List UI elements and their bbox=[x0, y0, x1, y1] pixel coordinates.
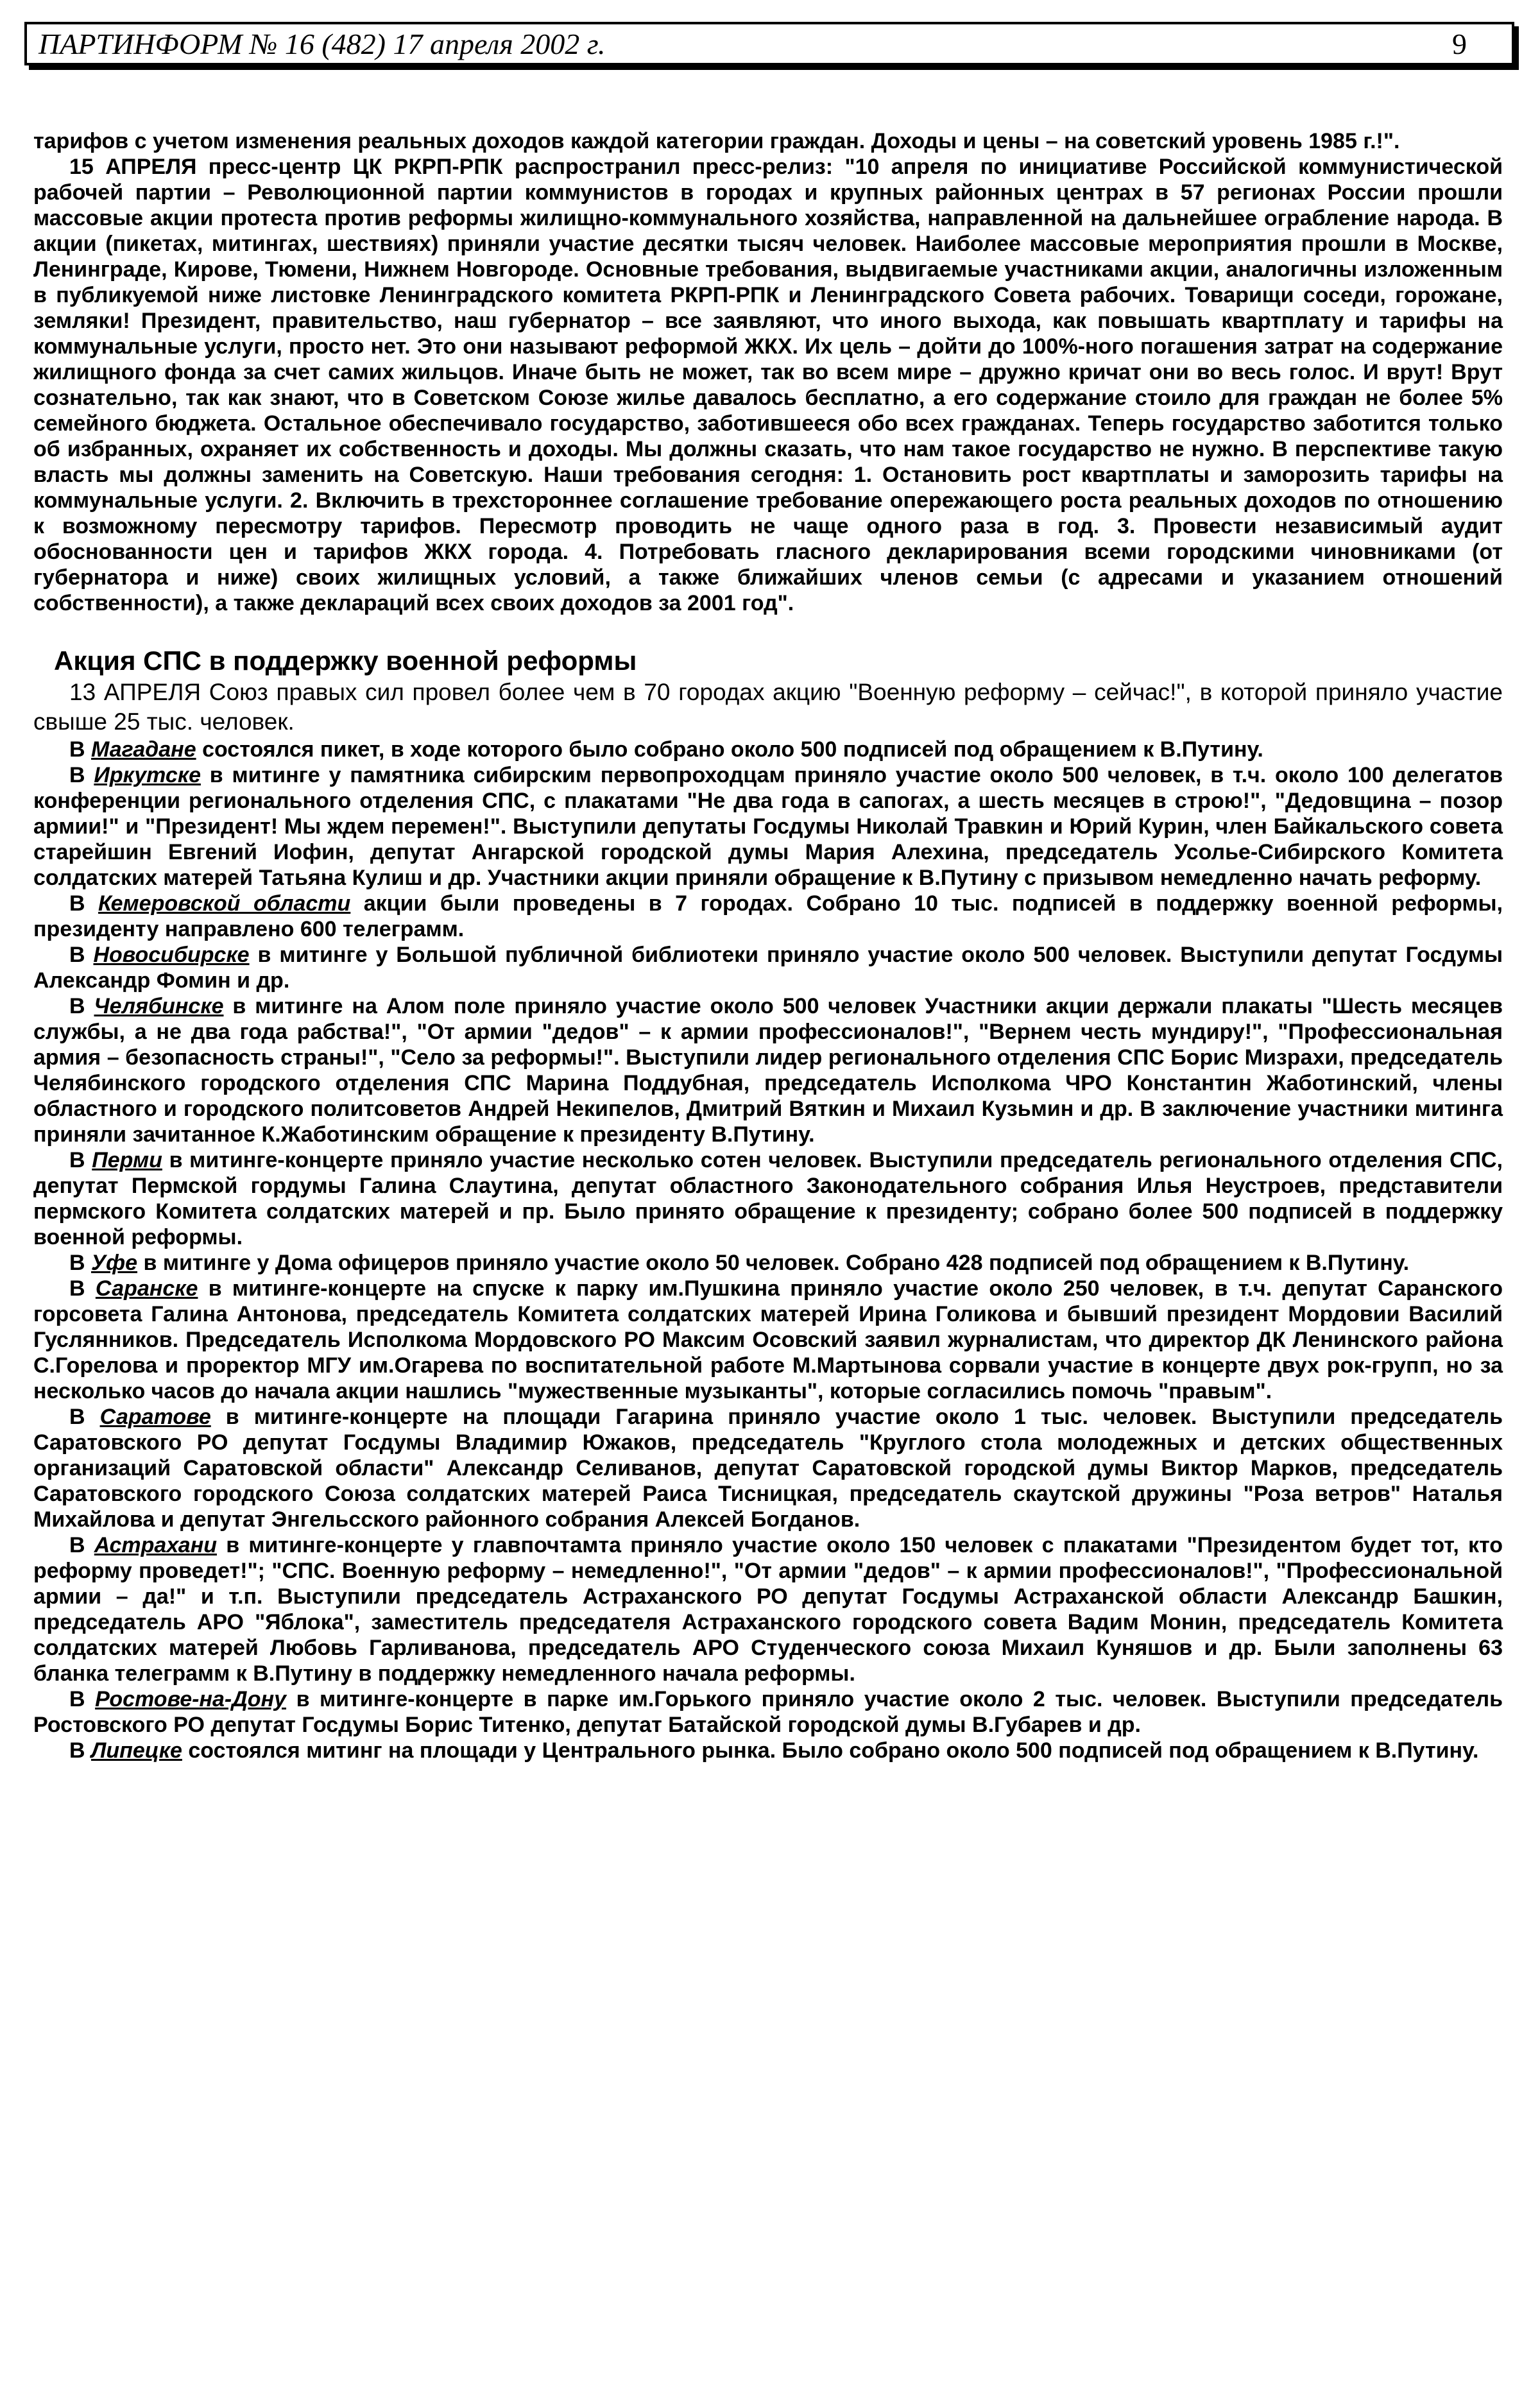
city-report bbox=[33, 762, 1503, 891]
city-report-text: состоялся митинг на площади у Центрального рынка. Было собрано около 500 подписей под обращением к В.Путину. bbox=[182, 1738, 1479, 1763]
city-name: Иркутске bbox=[94, 763, 201, 787]
rkrp-continuation: тарифов с учетом изменения реальных доходов каждой категории граждан. Доходы и цены – на советский уровень 1985 г.!". bbox=[33, 129, 1400, 153]
page-header bbox=[24, 22, 1514, 65]
city-report-text: в митинге у Дома офицеров приняло участие около 50 человек. Собрано 428 подписей под обращением к В.Путину. bbox=[137, 1251, 1410, 1275]
sps-city-reports bbox=[33, 737, 1503, 1763]
city-report-prefix: В bbox=[69, 891, 99, 916]
city-report-text: в митинге-концерте в парке им.Горького приняло участие около 2 тыс. человек. Выступили председатель Ростовского РО депутат Госдумы Борис Титенко, депутат Батайской городской думы В.Губарев и др. bbox=[33, 1687, 1503, 1737]
city-report bbox=[33, 737, 1503, 762]
city-report-prefix: В bbox=[69, 737, 91, 762]
city-report bbox=[33, 993, 1503, 1147]
city-report-prefix: В bbox=[69, 1405, 100, 1429]
rkrp-press-release: 15 АПРЕЛЯ пресс-центр ЦК РКРП-РПК распространил пресс-релиз: "10 апреля по инициативе Российской коммунистической рабочей партии – Революционной партии коммунистов в городах и крупных районных центрах в 57 регионах России прошли массовые акции протеста против реформы жилищно-коммунального хозяйства, направленной на дальнейшее ограбление народа. В акции (пикетах, митингах, шествиях) приняли участие десятки тысяч человек. Наиболее массовые мероприятия прошли в Москве, Ленинграде, Кирове, Тюмени, Нижнем Новгороде. Основные требования, выдвигаемые участниками акции, аналогичны изложенным в публикуемой ниже листовке Ленинградского комитета РКРП-РПК и Ленинградского Совета рабочих. Товарищи соседи, горожане, земляки! Президент, правительство, наш губернатор – все заявляют, что иного выхода, как повышать квартплату и тарифы на коммунальные услуги, просто нет. Это они называют реформой ЖКХ. Их цель – дойти до 100%-ного погашения затрат на содержание жилищного фонда за счет самих жильцов. Иначе быть не может, так во всем мире – дружно кричат они во весь голос. И врут! Врут сознательно, так как знают, что в Советском Союзе жилье давалось бесплатно, а его содержание стоило для граждан не более 5% семейного бюджета. Остальное обеспечивало государство, заботившееся обо всех гражданах. Теперь государство заботится только об избранных, охраняет их собственность и доходы. Мы должны сказать, что нам такое государство не нужно. В перспективе такую власть мы должны заменить на Советскую. Наши требования сегодня: 1. Остановить рост квартплаты и заморозить тарифы на коммунальные услуги. 2. Включить в трехстороннее соглашение требование опережающего роста реальных доходов по отношению к возможному пересмотру тарифов. Пересмотр проводить не чаще одного раза в год. 3. Провести независимый аудит обоснованности цен и тарифов ЖКХ города. 4. Потребовать гласного декларирования всеми городскими чиновниками (от губернатора и ниже) своих жилищных условий, а также ближайших членов семьи (с адресами и указанием отношений собственности), а также деклараций всех своих доходов за 2001 год". bbox=[33, 155, 1503, 615]
city-report-text: в митинге-концерте у главпочтамта приняло участие около 150 человек с плакатами "Президентом будет тот, кто реформу проведет!"; "СПС. Военную реформу – немедленно!", "От армии "дедов" – к армии профессионалов!", "Профессиональной армии – да!" и т.п. Выступили председатель Астраханского РО депутат Госдумы Астраханской области Александр Башкин, председатель АРО "Яблока", заместитель председателя Астраханского городского совета Вадим Монин, председатель Комитета солдатских матерей Любовь Гарливанова, председатель АРО Студенческого союза Михаил Куняшов и др. Были заполнены 63 бланка телеграмм к В.Путину в поддержку немедленного начала реформы. bbox=[33, 1533, 1503, 1686]
city-report bbox=[33, 942, 1503, 993]
city-report bbox=[33, 1404, 1503, 1532]
city-name: Челябинске bbox=[94, 994, 224, 1018]
city-report bbox=[33, 1738, 1503, 1763]
city-report-text: акции были проведены в 7 городах. Собрано 10 тыс. подписей в поддержку военной реформы, президенту направлено 600 телеграмм. bbox=[33, 891, 1503, 941]
city-report-prefix: В bbox=[69, 943, 94, 967]
city-report bbox=[33, 1276, 1503, 1404]
publication-title: ПАРТИНФОРМ № 16 (482) 17 апреля 2002 г. bbox=[38, 28, 606, 60]
city-report-text: в митинге у Большой публичной библиотеки приняло участие около 500 человек. Выступили депутат Госдумы Александр Фомин и др. bbox=[33, 943, 1503, 993]
city-report-prefix: В bbox=[69, 1687, 96, 1711]
city-report bbox=[33, 1147, 1503, 1250]
city-report-text: состоялся пикет, в ходе которого было собрано около 500 подписей под обращением к В.Путину. bbox=[196, 737, 1263, 762]
city-report-text: в митинге у памятника сибирским первопроходцам приняло участие около 500 человек, в т.ч. около 100 делегатов конференции регионального отделения СПС, с плакатами "Не два года в сапогах, а шесть месяцев в строю!", "Дедовщина – позор армии!" и "Президент! Мы ждем перемен!". Выступили депутаты Госдумы Николай Травкин и Юрий Курин, член Байкальского совета старейшин Евгений Иофин, депутат Ангарской городской думы Мария Алехина, председатель Усолье-Сибирского Комитета солдатских матерей Татьяна Кулиш и др. Участники акции приняли обращение к В.Путину с призывом немедленно начать реформу. bbox=[33, 763, 1503, 890]
city-name: Саранске bbox=[95, 1276, 198, 1301]
city-name: Уфе bbox=[91, 1251, 138, 1275]
section-heading-sps: Акция СПС в поддержку военной реформы bbox=[54, 646, 637, 676]
city-report-prefix: В bbox=[69, 1251, 91, 1275]
city-report-prefix: В bbox=[69, 994, 94, 1018]
city-report-prefix: В bbox=[69, 1148, 92, 1172]
city-report bbox=[33, 1686, 1503, 1738]
city-name: Новосибирске bbox=[93, 943, 250, 967]
page-number: 9 bbox=[1452, 28, 1467, 60]
sps-lead: 13 АПРЕЛЯ Союз правых сил провел более чем в 70 городах акцию "Военную реформу – сейчас!", в которой приняло участие свыше 25 тыс. человек. bbox=[33, 679, 1503, 735]
city-report bbox=[33, 1250, 1503, 1276]
city-report-prefix: В bbox=[69, 1533, 94, 1557]
city-report-prefix: В bbox=[69, 763, 94, 787]
city-report-prefix: В bbox=[69, 1276, 96, 1301]
city-name: Кемеровской области bbox=[98, 891, 351, 916]
article-body bbox=[33, 128, 1503, 1763]
city-name: Ростове-на-Дону bbox=[95, 1687, 287, 1711]
city-report bbox=[33, 891, 1503, 942]
city-report-text: в митинге-концерте на площади Гагарина приняло участие около 1 тыс. человек. Выступили председатель Саратовского РО депутат Госдумы Владимир Южаков, председатель "Круглого стола молодежных и детских общественных организаций Саратовской области" Александр Селиванов, депутат Саратовской городской думы Виктор Марков, председатель Саратовского городского Союза солдатских матерей Раиса Тисницкая, председатель скаутской дружины "Роза ветров" Наталья Михайлова и депутат Энгельсского районного собрания Алексей Богданов. bbox=[33, 1405, 1503, 1532]
city-name: Саратове bbox=[99, 1405, 211, 1429]
city-report-prefix: В bbox=[69, 1738, 91, 1763]
city-name: Магадане bbox=[91, 737, 196, 762]
city-name: Астрахани bbox=[94, 1533, 217, 1557]
city-name: Перми bbox=[92, 1148, 162, 1172]
city-report bbox=[33, 1532, 1503, 1686]
section-gap bbox=[33, 616, 1503, 644]
city-report-text: в митинге на Алом поле приняло участие около 500 человек Участники акции держали плакаты "Шесть месяцев службы, а не два года рабства!", "От армии "дедов" – к армии профессионалов!", "Вернем честь мундиру!", "Профессиональная армия – безопасность страны!", "Село за реформы!". Выступили лидер регионального отделения СПС Борис Мизрахи, председатель Челябинского городского отделения СПС Марина Поддубная, председатель Исполкома ЧРО Константин Жаботинский, члены областного и городского политсоветов Андрей Некипелов, Дмитрий Вяткин и Михаил Кузьмин и др. В заключение участники митинга приняли зачитанное К.Жаботинским обращение к президенту В.Путину. bbox=[33, 994, 1503, 1147]
city-report-text: в митинге-концерте приняло участие несколько сотен человек. Выступили председатель регионального отделения СПС, депутат Пермской гордумы Галина Слаутина, депутат областного Законодательного собрания Илья Неустроев, представители пермского Комитета солдатских матерей и пр. Было принято обращение к президенту; собрано более 500 подписей в поддержку военной реформы. bbox=[33, 1148, 1503, 1249]
city-report-text: в митинге-концерте на спуске к парку им.Пушкина приняло участие около 250 человек, в т.ч. депутат Саранского горсовета Галина Антонова, председатель Комитета солдатских матерей Ирина Голикова и бывший президент Мордовии Василий Гуслянников. Председатель Исполкома Мордовского РО Максим Осовский заявил журналистам, что директор ДК Ленинского района С.Горелова и проректор МГУ им.Огарева по воспитательной работе М.Мартынова сорвали участие в концерте двух рок-групп, но за несколько часов до начала акции нашлись "мужественные музыканты", которые согласились помочь "правым". bbox=[33, 1276, 1503, 1403]
city-name: Липецке bbox=[91, 1738, 182, 1763]
